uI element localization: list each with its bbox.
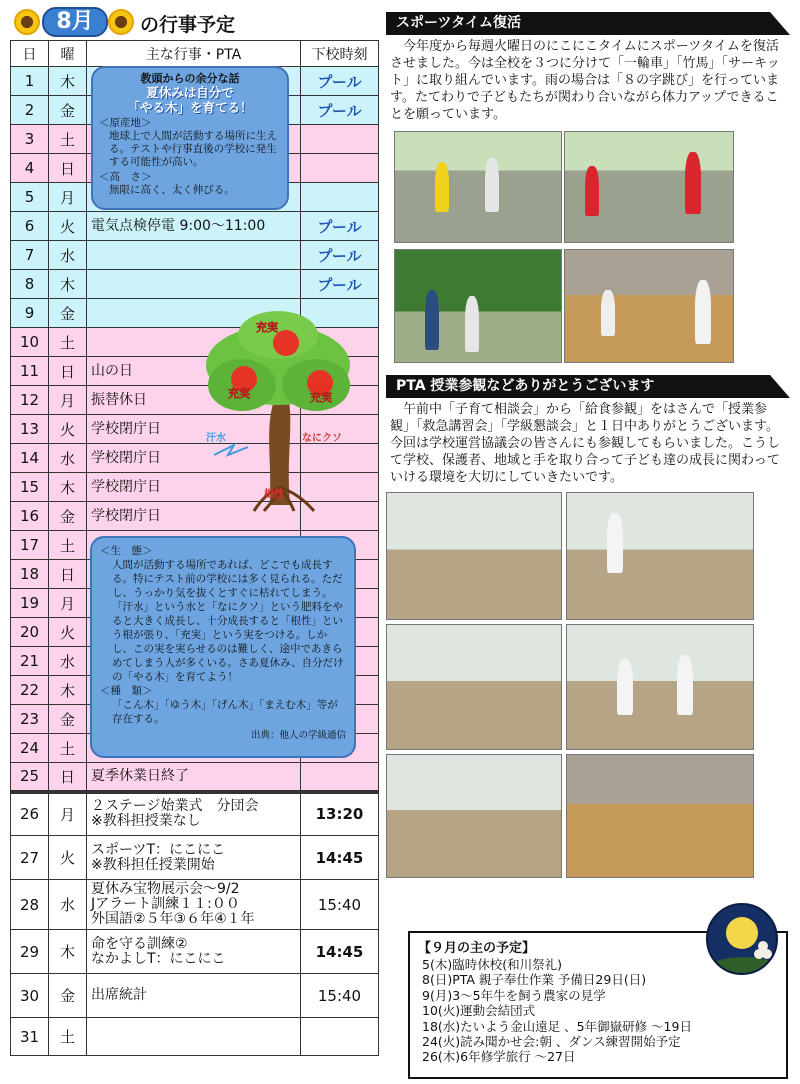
types-label: ＜種 類＞ xyxy=(100,685,153,697)
calendar-weekday: 金 xyxy=(49,705,87,734)
calendar-weekday: 木 xyxy=(49,930,87,974)
calendar-dismissal-time xyxy=(301,183,379,212)
origin-text: 地球上で人間が活動する場所に生える。テストや行事直後の学校に発生する可能性が高い。 xyxy=(109,130,277,168)
calendar-event: 学校閉庁日 xyxy=(87,415,301,444)
calendar-day-number: 9 xyxy=(11,299,49,328)
sports-text: 今年度から毎週火曜日のにこにこタイムにスポーツタイムを復活させました。今は全校を３つに分けて「一輪車」「竹馬」「サーキット」に取り組んでいます。雨の場合は「８の字跳び」を行っています。たてわりで子どもたちが関わり合いながら体力アップできることを願っています。 xyxy=(390,39,780,122)
calendar-weekday: 水 xyxy=(49,647,87,676)
calendar-weekday: 土 xyxy=(49,1018,87,1056)
calendar-weekday: 金 xyxy=(49,96,87,125)
header-day: 日 xyxy=(11,41,49,67)
news-column xyxy=(386,12,790,882)
calendar-event xyxy=(87,792,301,836)
calendar-event: 夏季休業日終了 xyxy=(87,763,301,792)
calendar-dismissal-time: プール xyxy=(301,67,379,96)
calendar-dismissal-time: 14:45 xyxy=(301,836,379,880)
calendar-dismissal-time: プール xyxy=(301,270,379,299)
pta-photo-grid xyxy=(386,492,790,882)
calendar-day-number: 21 xyxy=(11,647,49,676)
calendar-day-number: 28 xyxy=(11,880,49,930)
september-schedule-box xyxy=(408,931,788,1079)
calendar-event xyxy=(87,880,301,930)
photo-stilts xyxy=(564,131,734,243)
calendar-dismissal-time xyxy=(301,125,379,154)
header-dow: 曜 xyxy=(49,41,87,67)
water-icon xyxy=(214,445,248,455)
calendar-event-line: 命を守る訓練② xyxy=(91,935,188,952)
moon-icon xyxy=(706,903,778,975)
calendar-weekday: 日 xyxy=(49,154,87,183)
calendar-weekday: 火 xyxy=(49,618,87,647)
calendar-weekday: 月 xyxy=(49,792,87,836)
sports-photo-grid xyxy=(386,131,790,367)
calendar-day-number: 4 xyxy=(11,154,49,183)
calendar-weekday: 金 xyxy=(49,974,87,1018)
calendar-event: 出席統計 xyxy=(87,974,301,1018)
calendar-day-number: 13 xyxy=(11,415,49,444)
yaruki-info-bubble-bottom xyxy=(90,536,356,758)
calendar-dismissal-time: 15:40 xyxy=(301,880,379,930)
calendar-event: 学校閉庁日 xyxy=(87,502,301,531)
bubble-title-line1: 夏休みは自分で xyxy=(146,85,234,100)
calendar-day-number: 1 xyxy=(11,67,49,96)
september-item: 24(火)読み聞かせ会:朝 、ダンス練習開始予定 xyxy=(422,1034,681,1050)
calendar-day-number: 3 xyxy=(11,125,49,154)
photo-cpr-training xyxy=(566,624,754,750)
tree-label-fruit: 充実 xyxy=(256,321,278,334)
calendar-event: 山の日 xyxy=(87,357,301,386)
calendar-day-number: 22 xyxy=(11,676,49,705)
calendar-event xyxy=(87,930,301,974)
calendar-weekday: 火 xyxy=(49,212,87,241)
tree-label-fruit: 充実 xyxy=(310,391,332,404)
calendar-weekday: 土 xyxy=(49,734,87,763)
september-item: 10(火)運動会結団式 xyxy=(422,1003,536,1019)
september-item: 26(木)6年修学旅行 ～27日 xyxy=(422,1049,576,1065)
calendar-dismissal-time xyxy=(301,1018,379,1056)
calendar-row xyxy=(11,930,379,974)
calendar-event xyxy=(87,836,301,880)
calendar-weekday: 水 xyxy=(49,880,87,930)
height-label: ＜高 さ＞ xyxy=(99,171,152,183)
calendar-day-number: 11 xyxy=(11,357,49,386)
calendar-day-number: 25 xyxy=(11,763,49,792)
yaruki-info-bubble-top xyxy=(91,66,289,210)
tree-label-root: 根性 xyxy=(264,489,284,500)
september-title: 【９月の主の予定】 xyxy=(418,941,536,956)
calendar-day-number: 5 xyxy=(11,183,49,212)
september-item: 8(日)PTA 親子奉仕作業 予備日29日(日) xyxy=(422,972,647,988)
photo-gym-circuit xyxy=(564,249,734,363)
calendar-day-number: 23 xyxy=(11,705,49,734)
calendar-day-number: 10 xyxy=(11,328,49,357)
calendar-weekday: 土 xyxy=(49,531,87,560)
calendar-event-line: Jアラート訓練１１:００ xyxy=(91,896,240,912)
calendar-dismissal-time xyxy=(301,154,379,183)
pta-text: 午前中「子育て相談会」から「給食参観」をはさんで「授業参観」「救急講習会」「学級懇談会」と１日中ありがとうございます。今回は学校運営協議会の皆さんにも参観してもらいました。こうして学校、保護者、地域と手を取り合って子ども達の成長に関わっていける環境を大切にしていきたいです。 xyxy=(390,402,781,485)
calendar-event-line: スポーツT：にこにこ xyxy=(91,841,225,858)
height-text: 無限に高く、太く伸びる。 xyxy=(109,184,235,196)
calendar-row xyxy=(11,270,379,299)
calendar-title: の行事予定 xyxy=(140,14,236,36)
calendar-day-number: 2 xyxy=(11,96,49,125)
photo-class-raise-hand xyxy=(566,492,754,620)
yaruki-tree-illustration xyxy=(194,305,362,515)
calendar-weekday: 金 xyxy=(49,502,87,531)
calendar-weekday: 月 xyxy=(49,386,87,415)
sunflower-icon xyxy=(108,9,134,35)
header-time: 下校時刻 xyxy=(301,41,379,67)
calendar-weekday: 日 xyxy=(49,560,87,589)
ecology-text: 人間が活動する場所であれば、どこでも成長する。特にテスト前の学校には多く見られる。ただし、うっかり気を抜くとすぐに枯れてしまう。「汗水」という水と「なにクソ」という肥料をやると大きく成長し、十分成長すると「根性」という根が張り、「充実」という実をつける。しかし、この実を実らせるのは難しく、途中であきらめてしまう人が多くいる。さあ夏休み、自分だけの「やる木」を育てよう！ xyxy=(112,559,344,683)
calendar-day-number: 7 xyxy=(11,241,49,270)
calendar-row xyxy=(11,792,379,836)
calendar-event-line: 外国語②５年③６年④１年 xyxy=(91,911,255,927)
calendar-row xyxy=(11,212,379,241)
calendar-event: 電気点検停電 9:00～11:00 xyxy=(87,212,301,241)
calendar-row xyxy=(11,880,379,930)
calendar-event: 学校閉庁日 xyxy=(87,473,301,502)
september-list xyxy=(410,957,786,1065)
calendar-weekday: 日 xyxy=(49,357,87,386)
source-credit: 出典：他人の学級通信 xyxy=(250,730,346,741)
calendar-event-line: 夏休み宝物展示会～9/2 xyxy=(91,881,240,897)
calendar-event xyxy=(87,241,301,270)
calendar-event xyxy=(87,270,301,299)
calendar-weekday: 水 xyxy=(49,444,87,473)
calendar-row xyxy=(11,763,379,792)
calendar-day-number: 17 xyxy=(11,531,49,560)
calendar-weekday: 木 xyxy=(49,473,87,502)
calendar-weekday: 火 xyxy=(49,836,87,880)
calendar-weekday: 日 xyxy=(49,763,87,792)
calendar-day-number: 26 xyxy=(11,792,49,836)
calendar-row xyxy=(11,974,379,1018)
calendar-day-number: 19 xyxy=(11,589,49,618)
calendar-dismissal-time: プール xyxy=(301,96,379,125)
calendar-day-number: 18 xyxy=(11,560,49,589)
month-badge: 8月 xyxy=(42,7,108,37)
calendar-day-number: 24 xyxy=(11,734,49,763)
header-events: 主な行事・PTA xyxy=(87,41,301,67)
photo-craft-lesson xyxy=(386,624,562,750)
calendar-day-number: 16 xyxy=(11,502,49,531)
calendar-day-number: 29 xyxy=(11,930,49,974)
calendar-day-number: 6 xyxy=(11,212,49,241)
calendar-weekday: 土 xyxy=(49,328,87,357)
types-text: 「こん木」「ゆう木」「げん木」「まえむ木」等が存在する。 xyxy=(112,699,338,725)
calendar-day-number: 27 xyxy=(11,836,49,880)
calendar-day-number: 31 xyxy=(11,1018,49,1056)
sunflower-icon xyxy=(14,9,40,35)
calendar-row xyxy=(11,1018,379,1056)
origin-label: ＜原産地＞ xyxy=(99,117,152,129)
photo-class-observation xyxy=(386,492,562,620)
calendar-day-number: 8 xyxy=(11,270,49,299)
calendar-row xyxy=(11,241,379,270)
calendar-row xyxy=(11,836,379,880)
calendar-weekday: 火 xyxy=(49,415,87,444)
ecology-label: ＜生 態＞ xyxy=(100,545,153,557)
calendar-event xyxy=(87,1018,301,1056)
pta-heading: PTA 授業参観などありがとうございます xyxy=(386,375,790,398)
calendar-event-line: ※教科担授業なし xyxy=(91,813,201,830)
tree-label-fertilizer: なにクソ xyxy=(302,433,342,444)
calendar-dismissal-time: プール xyxy=(301,212,379,241)
bubble-title-line2: 「やる木」を育てる！ xyxy=(127,100,253,115)
bubble-heading: 教頭からの余分な話 xyxy=(140,72,240,85)
calendar-dismissal-time xyxy=(301,763,379,792)
calendar-day-number: 30 xyxy=(11,974,49,1018)
photo-monkey-bars xyxy=(394,249,562,363)
calendar-header xyxy=(10,6,378,40)
calendar-dismissal-time: 13:20 xyxy=(301,792,379,836)
calendar-dismissal-time: 14:45 xyxy=(301,930,379,974)
calendar-day-number: 20 xyxy=(11,618,49,647)
calendar-weekday: 木 xyxy=(49,270,87,299)
calendar-weekday: 土 xyxy=(49,125,87,154)
calendar-event-line: ２ステージ始業式 分団会 xyxy=(91,798,259,815)
calendar-weekday: 月 xyxy=(49,183,87,212)
tree-label-water: 汗水 xyxy=(206,433,226,444)
tree-label-fruit: 充実 xyxy=(228,387,250,400)
sports-heading: スポーツタイム復活 xyxy=(386,12,790,35)
calendar-event: 振替休日 xyxy=(87,386,301,415)
calendar-event: 学校閉庁日 xyxy=(87,444,301,473)
september-item: 5(木)臨時休校(和川祭礼) xyxy=(422,957,562,972)
calendar-event-line: ※教科担任授業開始 xyxy=(91,856,215,873)
september-item: 18(水)たいよう金山遠足 、5年御嶽研修 ～19日 xyxy=(422,1018,692,1034)
calendar-day-number: 12 xyxy=(11,386,49,415)
calendar-header-row xyxy=(11,41,379,67)
september-item: 9(月)3～5年牛を飼う農家の見学 xyxy=(422,987,606,1003)
photo-unicycle xyxy=(394,131,562,243)
calendar-weekday: 水 xyxy=(49,241,87,270)
calendar-event-line: なかよしT：にこにこ xyxy=(91,950,226,967)
calendar-weekday: 金 xyxy=(49,299,87,328)
photo-microscope-lesson xyxy=(386,754,562,878)
calendar-day-number: 15 xyxy=(11,473,49,502)
calendar-day-number: 14 xyxy=(11,444,49,473)
calendar-weekday: 月 xyxy=(49,589,87,618)
calendar-dismissal-time: 15:40 xyxy=(301,974,379,1018)
calendar-weekday: 木 xyxy=(49,676,87,705)
calendar-weekday: 木 xyxy=(49,67,87,96)
calendar-dismissal-time: プール xyxy=(301,241,379,270)
photo-gym-first-aid xyxy=(566,754,754,878)
